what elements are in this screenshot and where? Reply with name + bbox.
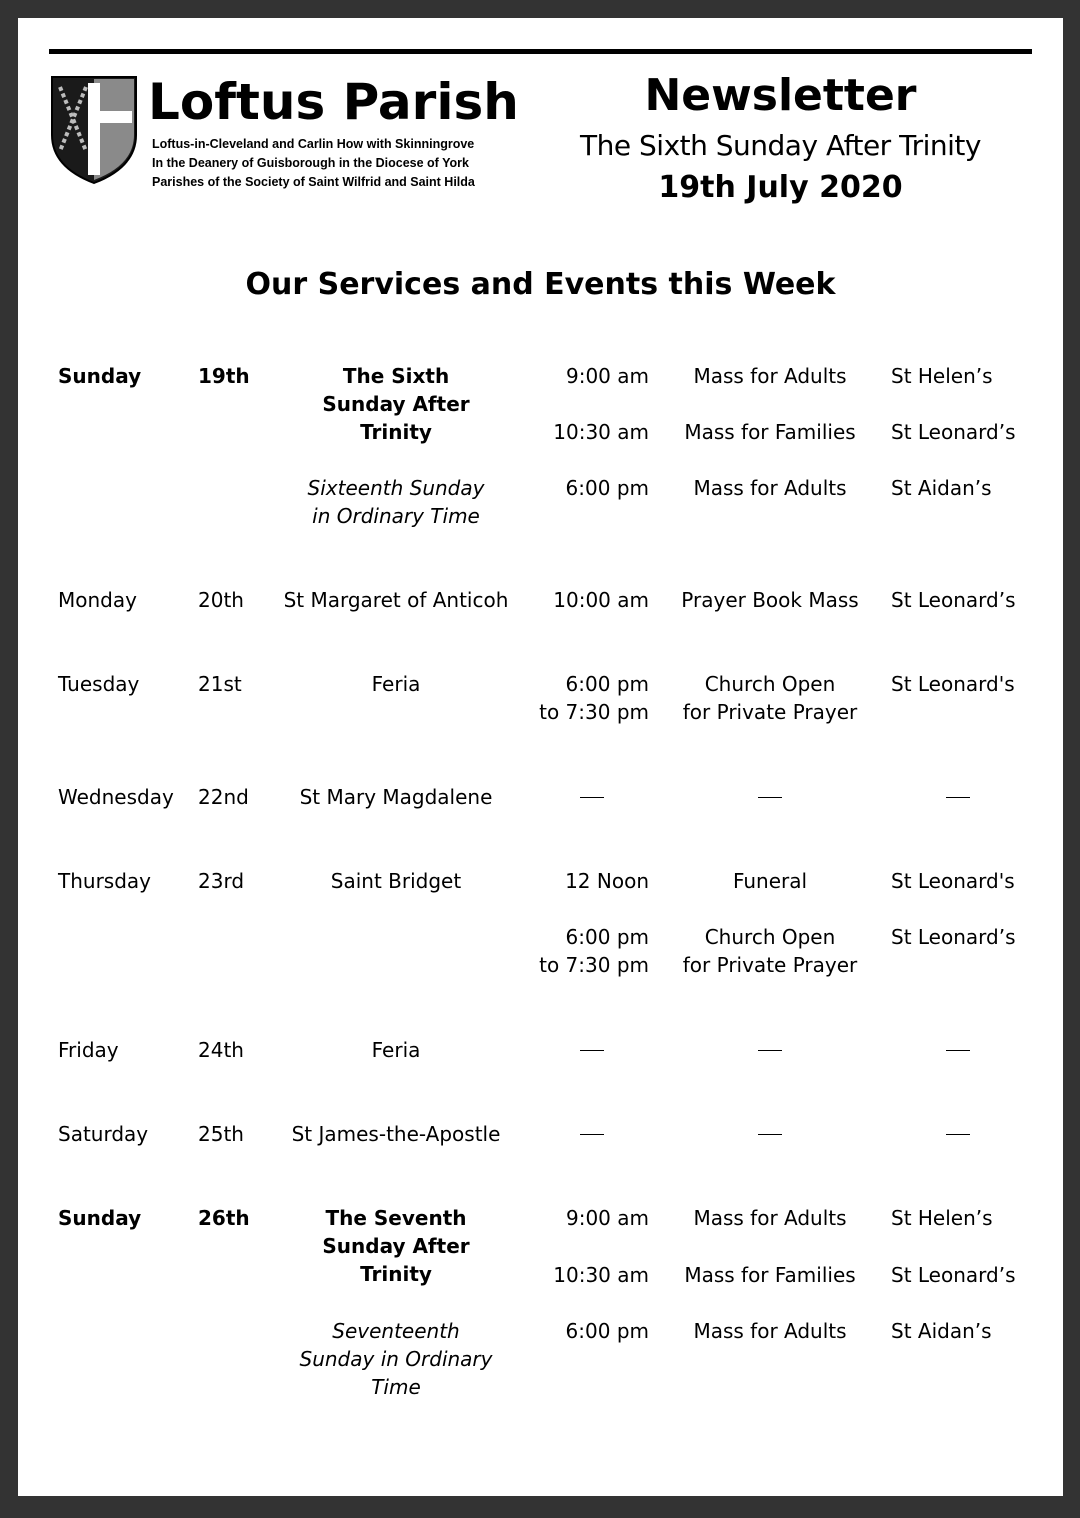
- day-name: Sunday: [58, 364, 142, 388]
- newsletter-page: [18, 18, 1063, 1496]
- feast-note: Sixteenth Sunday in Ordinary Time: [307, 476, 485, 528]
- feast-title: Feria: [371, 1038, 421, 1062]
- service-event: Mass for Adults: [693, 1319, 847, 1343]
- parish-subtitle-line: In the Deanery of Guisborough in the Diocese of York: [152, 156, 469, 170]
- no-service-dash: [946, 1134, 970, 1135]
- service-church: St Leonard’s: [891, 925, 1016, 949]
- feast-title: The Sixth Sunday After Trinity: [322, 364, 470, 444]
- day-date: 23rd: [198, 869, 245, 893]
- service-time: 6:00 pm: [565, 1319, 649, 1343]
- feast-title: Saint Bridget: [330, 869, 462, 893]
- no-service-dash: [758, 797, 782, 798]
- feast-title: St Margaret of Anticoh: [283, 588, 509, 612]
- newsletter-title: Newsletter: [644, 70, 917, 121]
- service-time: 10:30 am: [553, 1263, 649, 1287]
- no-service-dash: [580, 1134, 604, 1135]
- day-name: Wednesday: [58, 785, 174, 809]
- service-time: 9:00 am: [565, 1206, 649, 1230]
- no-service-dash: [946, 1050, 970, 1051]
- service-event: Prayer Book Mass: [681, 588, 859, 612]
- service-church: St Leonard's: [891, 672, 1015, 696]
- feast-note: Seventeenth Sunday in Ordinary Time: [299, 1319, 493, 1399]
- service-time-end: to 7:30 pm: [539, 700, 649, 724]
- day-name: Monday: [58, 588, 137, 612]
- no-service-dash: [580, 1050, 604, 1051]
- service-church: St Leonard’s: [891, 588, 1016, 612]
- day-name: Thursday: [58, 869, 151, 893]
- parish-subtitle-line: Parishes of the Society of Saint Wilfrid and Saint Hilda: [152, 175, 475, 189]
- day-date: 26th: [198, 1206, 250, 1230]
- top-rule: [49, 49, 1032, 54]
- service-time: 6:00 pm: [565, 925, 649, 949]
- service-time: 10:00 am: [553, 588, 649, 612]
- day-date: 22nd: [198, 785, 249, 809]
- feast-title: St James-the-Apostle: [291, 1122, 501, 1146]
- service-event: Mass for Families: [684, 420, 856, 444]
- day-date: 21st: [198, 672, 242, 696]
- parish-subtitle-line: Loftus-in-Cleveland and Carlin How with Skinningrove: [152, 137, 475, 151]
- day-name: Sunday: [58, 1206, 142, 1230]
- shield-cross-icon: [50, 75, 138, 185]
- service-event: Church Open: [704, 672, 836, 696]
- day-name: Tuesday: [58, 672, 140, 696]
- service-event: Mass for Adults: [693, 1206, 847, 1230]
- service-event-detail: for Private Prayer: [682, 700, 858, 724]
- day-name: Friday: [58, 1038, 119, 1062]
- feast-title: St Mary Magdalene: [299, 785, 493, 809]
- day-date: 24th: [198, 1038, 244, 1062]
- service-time: 6:00 pm: [565, 672, 649, 696]
- newsletter-date: 19th July 2020: [658, 170, 903, 205]
- day-date: 19th: [198, 364, 250, 388]
- newsletter-occasion: The Sixth Sunday After Trinity: [580, 129, 981, 162]
- feast-title: The Seventh Sunday After Trinity: [322, 1206, 470, 1286]
- service-church: St Leonard's: [891, 869, 1015, 893]
- service-event: Funeral: [732, 869, 808, 893]
- service-church: St Aidan’s: [891, 1319, 992, 1343]
- service-event: Church Open: [704, 925, 836, 949]
- section-heading: Our Services and Events this Week: [245, 267, 836, 302]
- no-service-dash: [758, 1134, 782, 1135]
- service-time: 12 Noon: [565, 869, 649, 893]
- service-time: 10:30 am: [553, 420, 649, 444]
- service-church: St Leonard’s: [891, 420, 1016, 444]
- service-event: Mass for Adults: [693, 476, 847, 500]
- service-church: St Helen’s: [891, 1206, 993, 1230]
- no-service-dash: [758, 1050, 782, 1051]
- service-event: Mass for Families: [684, 1263, 856, 1287]
- parish-name: Loftus Parish: [148, 73, 519, 131]
- service-church: St Leonard’s: [891, 1263, 1016, 1287]
- day-name: Saturday: [58, 1122, 149, 1146]
- service-event: Mass for Adults: [693, 364, 847, 388]
- service-time-end: to 7:30 pm: [539, 953, 649, 977]
- day-date: 20th: [198, 588, 244, 612]
- service-time: 6:00 pm: [565, 476, 649, 500]
- service-church: St Helen’s: [891, 364, 993, 388]
- feast-title: Feria: [371, 672, 421, 696]
- service-event-detail: for Private Prayer: [682, 953, 858, 977]
- day-date: 25th: [198, 1122, 244, 1146]
- no-service-dash: [580, 797, 604, 798]
- no-service-dash: [946, 797, 970, 798]
- service-time: 9:00 am: [565, 364, 649, 388]
- service-church: St Aidan’s: [891, 476, 992, 500]
